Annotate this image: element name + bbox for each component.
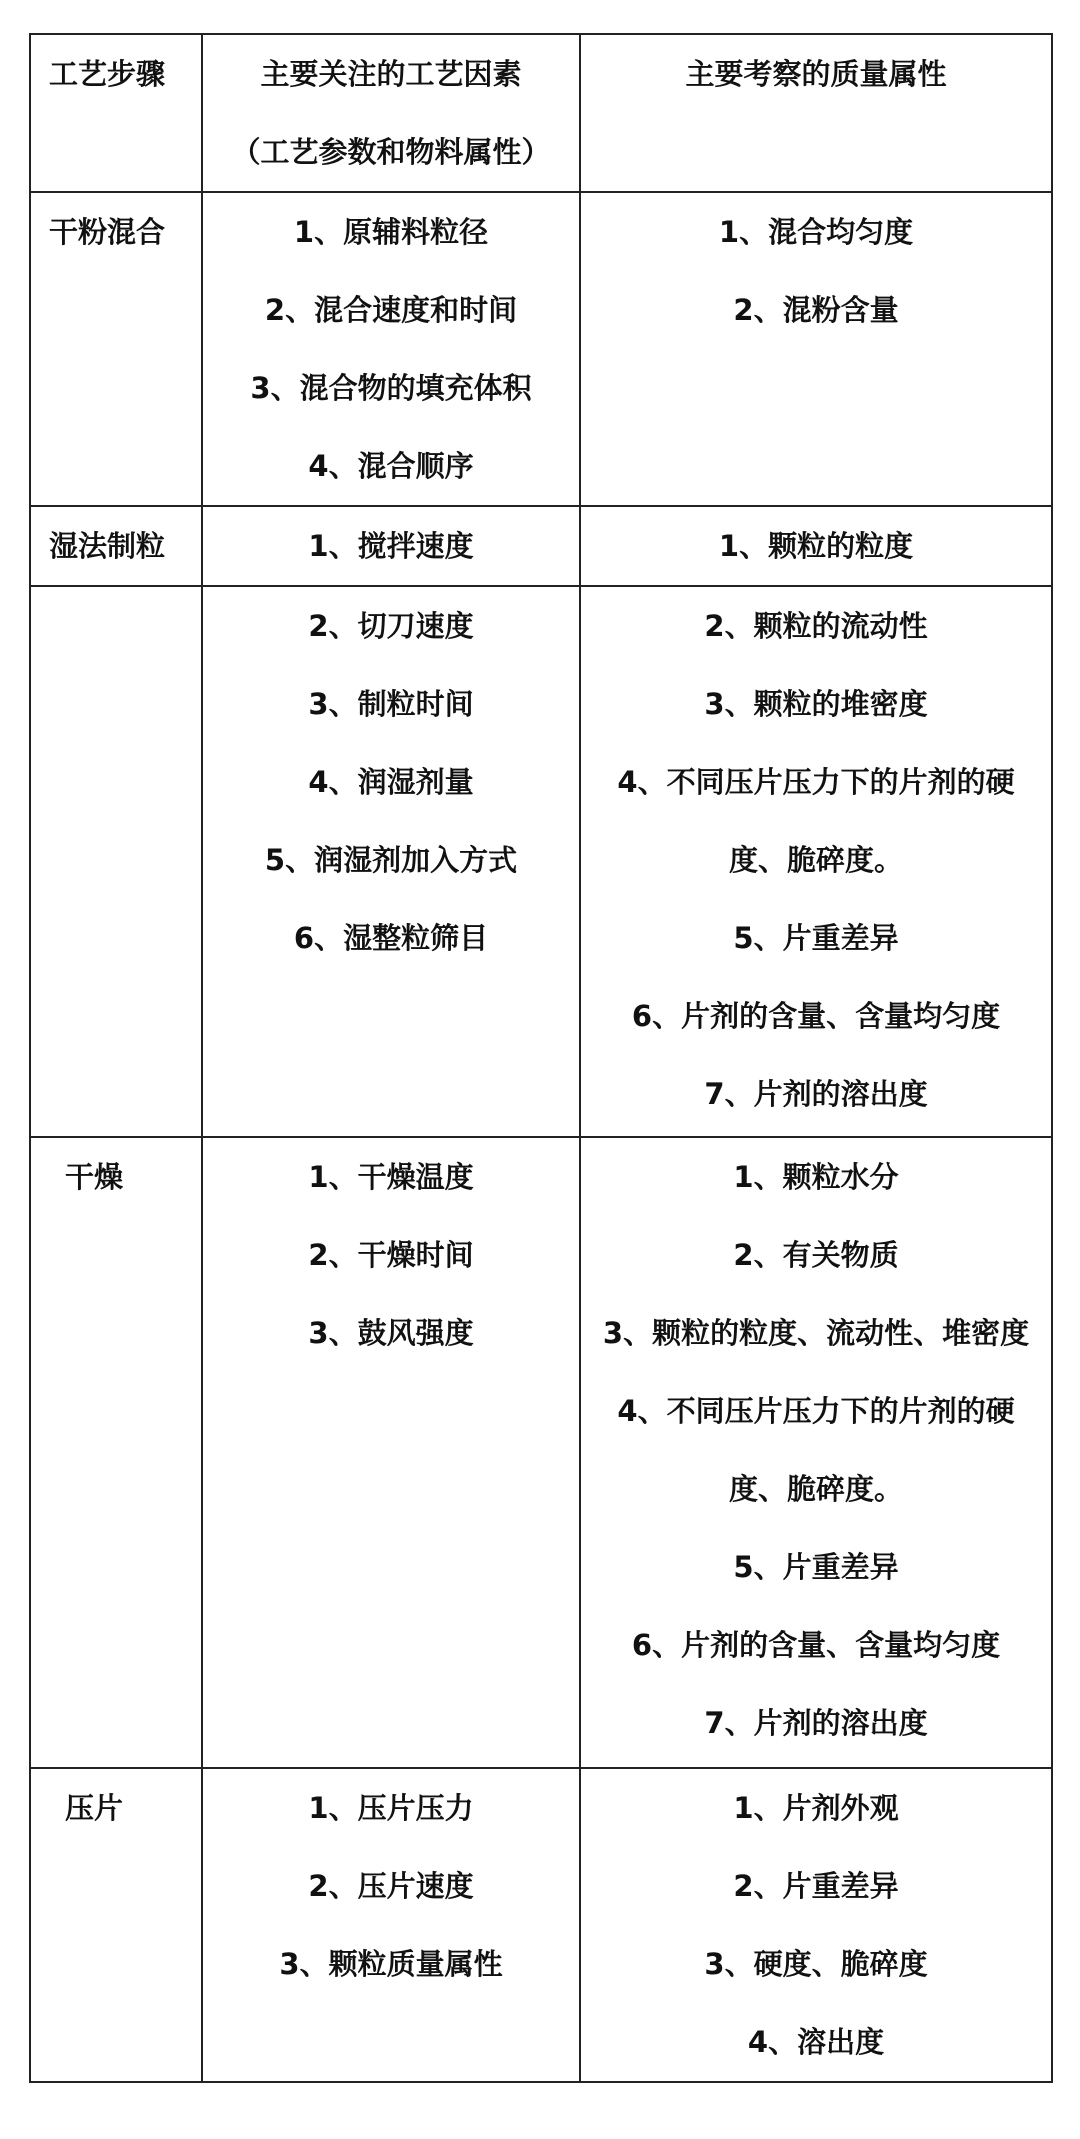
header-factors-line-2: （工艺参数和物料属性）	[231, 135, 551, 169]
attributes-cell	[580, 1768, 1052, 2082]
factors-cell	[202, 1137, 580, 1768]
attribute-item: 1、混合均匀度	[718, 215, 914, 249]
attribute-item: 7、片剂的溶出度	[704, 1706, 928, 1740]
attribute-item: 3、颗粒的粒度、流动性、堆密度	[602, 1316, 1030, 1350]
attribute-item: 4、溶出度	[747, 2025, 885, 2059]
attribute-item: 6、片剂的含量、含量均匀度	[631, 999, 1001, 1033]
attribute-item: 4、不同压片压力下的片剂的硬	[617, 765, 1015, 799]
step-cell	[30, 586, 202, 1137]
factor-item: 3、颗粒质量属性	[279, 1947, 503, 1981]
step-label: 湿法制粒	[49, 529, 166, 563]
attribute-item: 3、颗粒的堆密度	[704, 687, 928, 721]
step-label: 压片	[65, 1791, 124, 1825]
factor-item: 1、干燥温度	[308, 1160, 474, 1194]
header-attributes-cell	[580, 34, 1052, 192]
factor-item: 3、混合物的填充体积	[250, 371, 532, 405]
factor-item: 1、搅拌速度	[308, 529, 474, 563]
factors-cell	[202, 1768, 580, 2082]
attribute-item: 5、片重差异	[733, 1550, 899, 1584]
factors-cell	[202, 506, 580, 586]
attributes-cell	[580, 192, 1052, 506]
attribute-item: 1、颗粒水分	[733, 1160, 899, 1194]
table-row	[30, 586, 1052, 1137]
table	[29, 33, 1053, 2083]
header-attributes-line-1: 主要考察的质量属性	[685, 57, 947, 91]
attributes-cell	[580, 506, 1052, 586]
step-label: 干燥	[65, 1160, 124, 1194]
step-label	[31, 587, 201, 665]
header-factors-line-1: 主要关注的工艺因素	[260, 57, 522, 91]
attributes-cell	[580, 586, 1052, 1137]
table-header-row	[30, 34, 1052, 192]
table-row	[30, 1768, 1052, 2082]
attribute-item: 6、片剂的含量、含量均匀度	[631, 1628, 1001, 1662]
step-label: 干粉混合	[49, 215, 166, 249]
step-cell	[30, 192, 202, 506]
step-cell	[30, 1137, 202, 1768]
step-cell	[30, 1768, 202, 2082]
table-row	[30, 1137, 1052, 1768]
factor-item: 3、制粒时间	[308, 687, 474, 721]
attribute-item: 5、片重差异	[733, 921, 899, 955]
attribute-item: 2、颗粒的流动性	[704, 609, 928, 643]
header-factors-cell	[202, 34, 580, 192]
process-quality-table	[29, 33, 1051, 2110]
attribute-item: 2、有关物质	[733, 1238, 899, 1272]
factor-item: 5、润湿剂加入方式	[264, 843, 518, 877]
header-step: 工艺步骤	[49, 57, 166, 91]
factor-item: 2、干燥时间	[308, 1238, 474, 1272]
factor-item: 1、原辅料粒径	[293, 215, 489, 249]
attribute-item: 2、片重差异	[733, 1869, 899, 1903]
attribute-item: 度、脆碎度。	[728, 843, 903, 877]
attribute-item: 2、混粉含量	[733, 293, 899, 327]
table-row	[30, 506, 1052, 586]
table-row	[30, 192, 1052, 506]
attribute-item: 4、不同压片压力下的片剂的硬	[617, 1394, 1015, 1428]
attribute-item: 1、片剂外观	[733, 1791, 899, 1825]
factor-item: 1、压片压力	[308, 1791, 474, 1825]
factor-item: 2、压片速度	[308, 1869, 474, 1903]
factor-item: 4、混合顺序	[308, 449, 474, 483]
factor-item: 2、切刀速度	[308, 609, 474, 643]
factors-cell	[202, 586, 580, 1137]
attribute-item: 3、硬度、脆碎度	[704, 1947, 928, 1981]
step-cell	[30, 506, 202, 586]
attribute-item: 1、颗粒的粒度	[718, 529, 914, 563]
factor-item: 3、鼓风强度	[308, 1316, 474, 1350]
attribute-item: 7、片剂的溶出度	[704, 1077, 928, 1111]
factors-cell	[202, 192, 580, 506]
header-step-cell	[30, 34, 202, 192]
attributes-cell	[580, 1137, 1052, 1768]
attribute-item: 度、脆碎度。	[728, 1472, 903, 1506]
factor-item: 2、混合速度和时间	[264, 293, 518, 327]
factor-item: 6、湿整粒筛目	[293, 921, 489, 955]
factor-item: 4、润湿剂量	[308, 765, 474, 799]
